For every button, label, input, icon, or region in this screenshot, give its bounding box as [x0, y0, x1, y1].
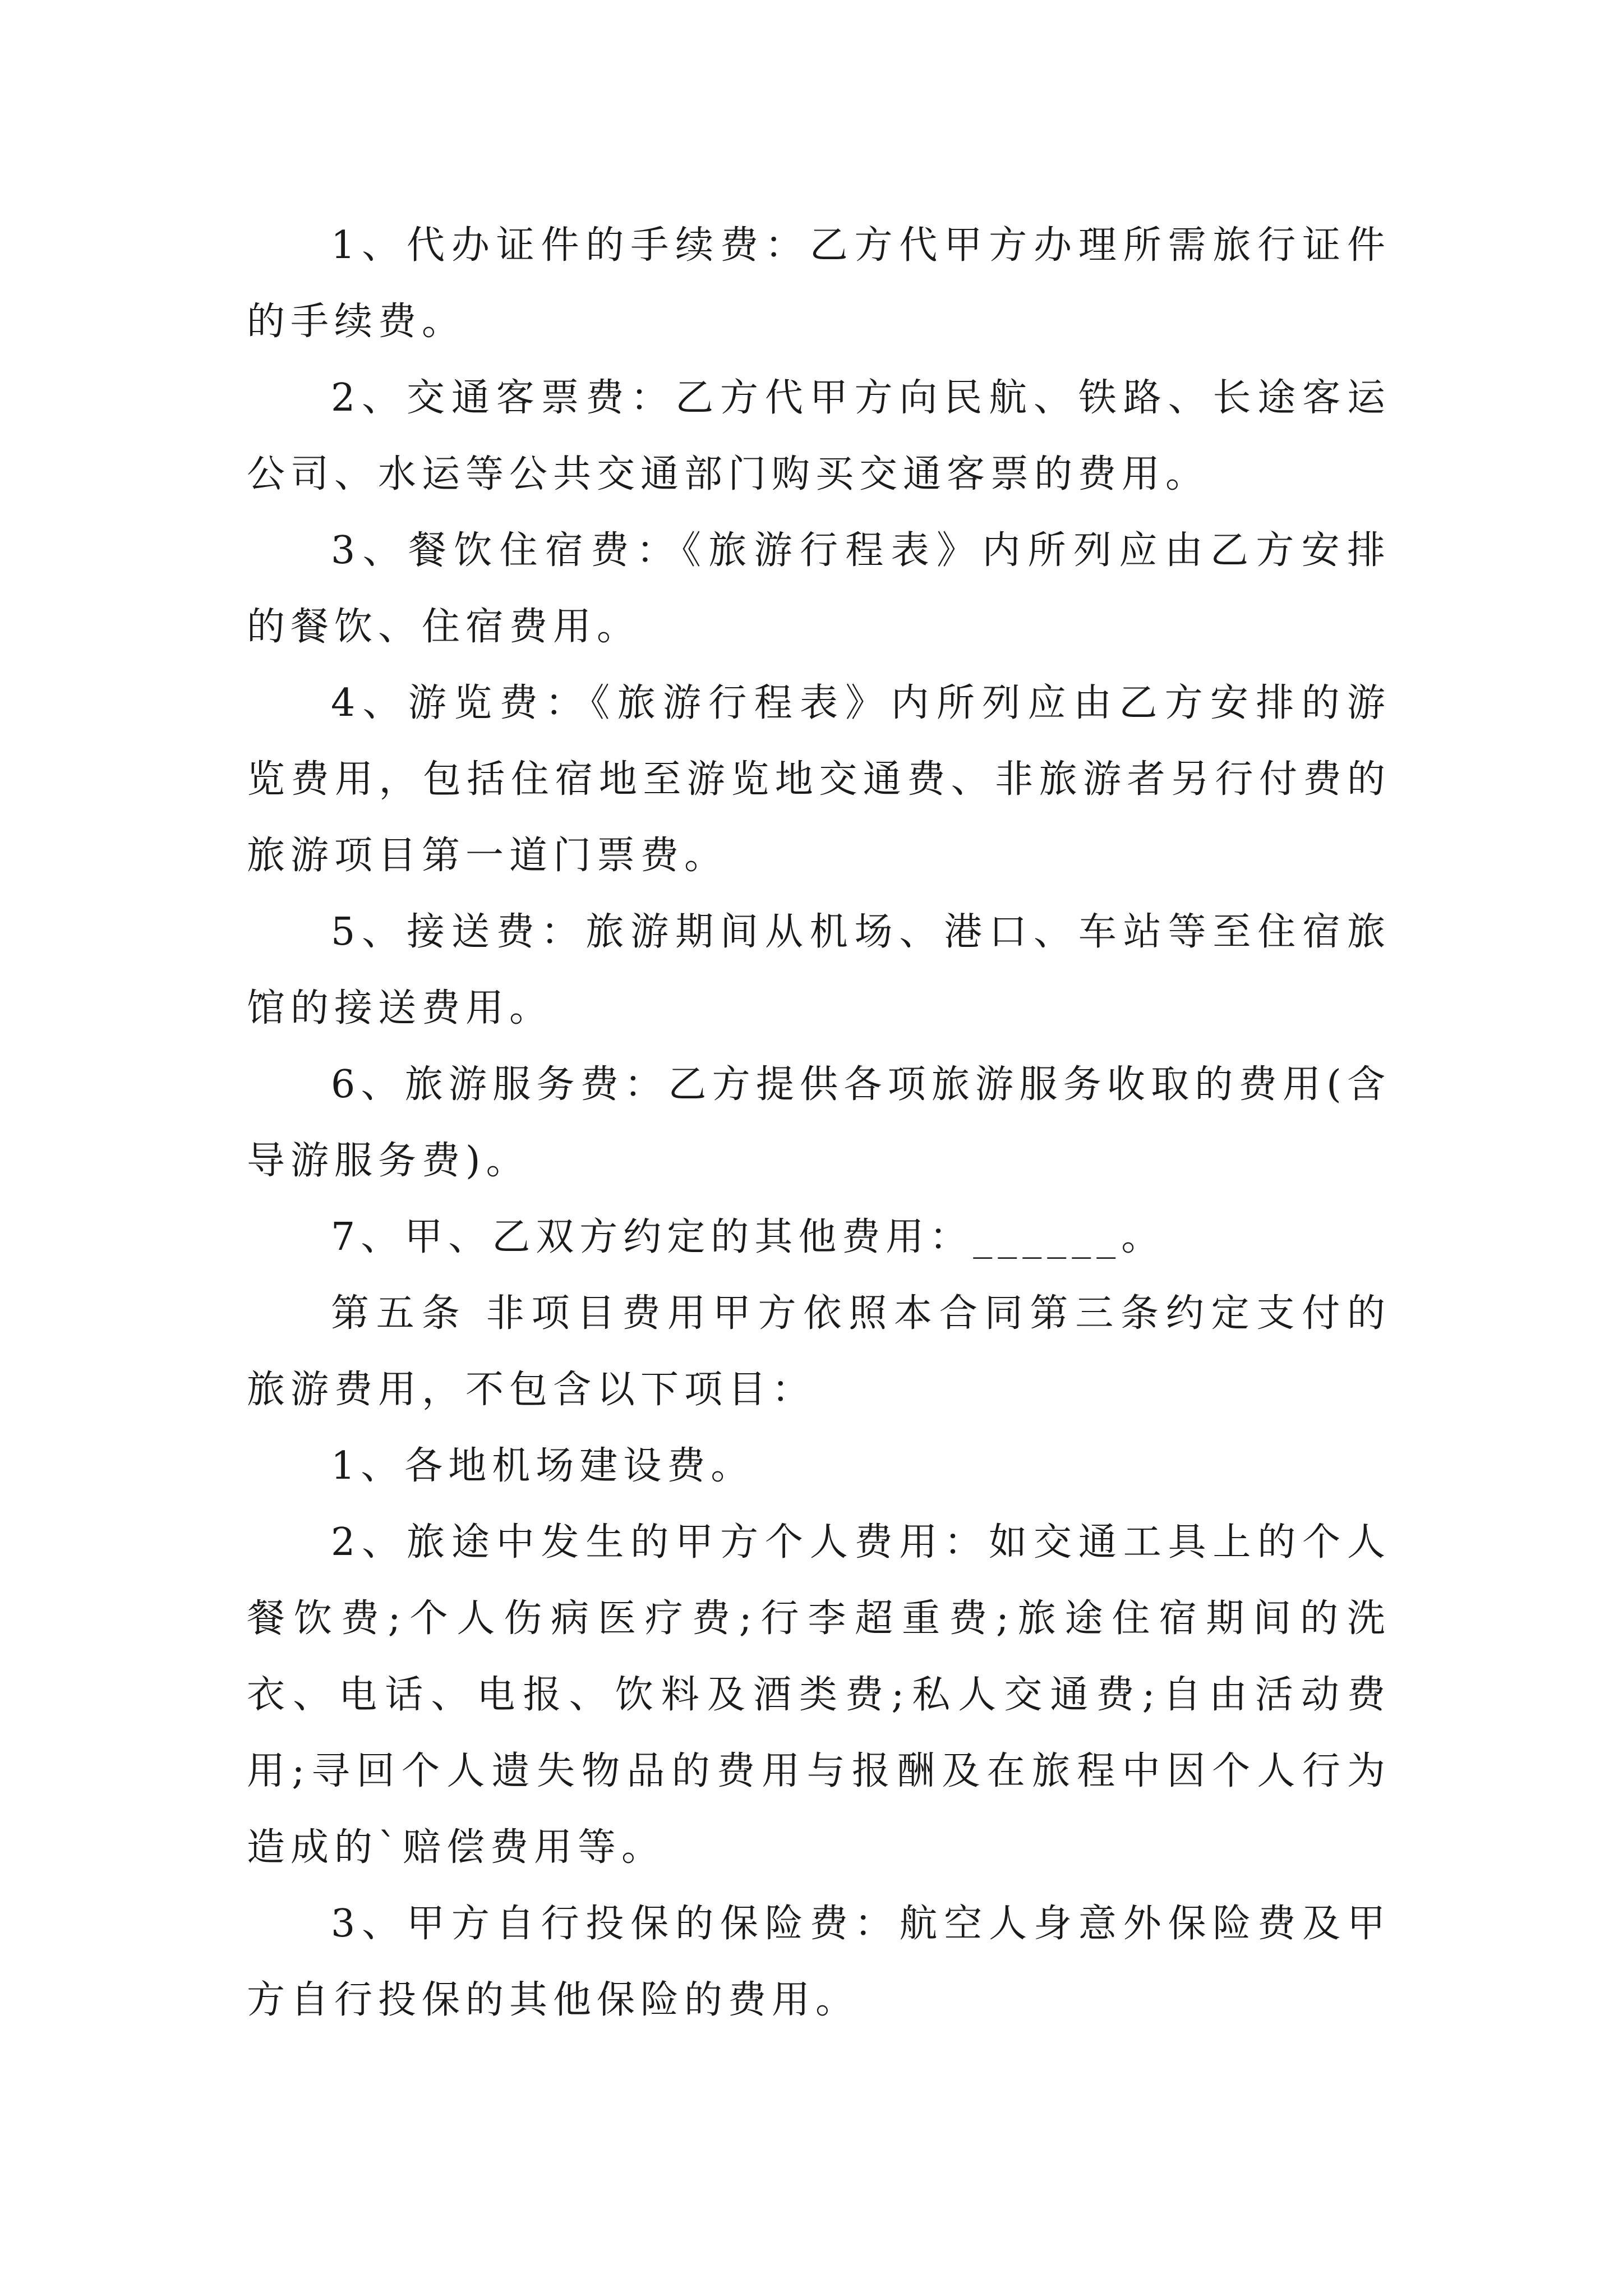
paragraph-exclusion-airport: 1、各地机场建设费。	[331, 1444, 755, 1488]
paragraph-fee-other: 7、甲、乙双方约定的其他费用：______。	[331, 1215, 1165, 1259]
paragraph-exclusion-personal: 2、旅途中发生的甲方个人费用：如交通工具上的个人餐饮费;个人伤病医疗费;行李超重费;旅途住宿期间的洗衣、电话、电报、饮料及酒类费;私人交通费;自由活动费用;寻回个人遗失物品的费用与报酬及在旅程中因个人行为造成的`赔偿费用等。	[247, 1520, 1391, 1870]
paragraph-exclusion-insurance: 3、甲方自行投保的保险费：航空人身意外保险费及甲方自行投保的其他保险的费用。	[247, 1902, 1391, 2022]
paragraph-fee-sightseeing: 4、游览费：《旅游行程表》内所列应由乙方安排的游览费用，包括住宿地至游览地交通费、非旅游者另行付费的旅游项目第一道门票费。	[247, 681, 1391, 878]
paragraph-fee-meals-lodging: 3、餐饮住宿费：《旅游行程表》内所列应由乙方安排的餐饮、住宿费用。	[247, 528, 1391, 649]
document-page	[247, 208, 1391, 2039]
paragraph-article-five: 第五条 非项目费用甲方依照本合同第三条约定支付的旅游费用，不包含以下项目：	[247, 1291, 1391, 1412]
paragraph-fee-service: 6、旅游服务费：乙方提供各项旅游服务收取的费用(含导游服务费)。	[247, 1062, 1391, 1183]
paragraph-fee-tickets: 2、交通客票费：乙方代甲方向民航、铁路、长途客运公司、水运等公共交通部门购买交通客票的费用。	[247, 376, 1391, 496]
paragraph-fee-documents: 1、代办证件的手续费：乙方代甲方办理所需旅行证件的手续费。	[247, 223, 1391, 344]
paragraph-fee-transfer: 5、接送费：旅游期间从机场、港口、车站等至住宿旅馆的接送费用。	[247, 910, 1391, 1030]
